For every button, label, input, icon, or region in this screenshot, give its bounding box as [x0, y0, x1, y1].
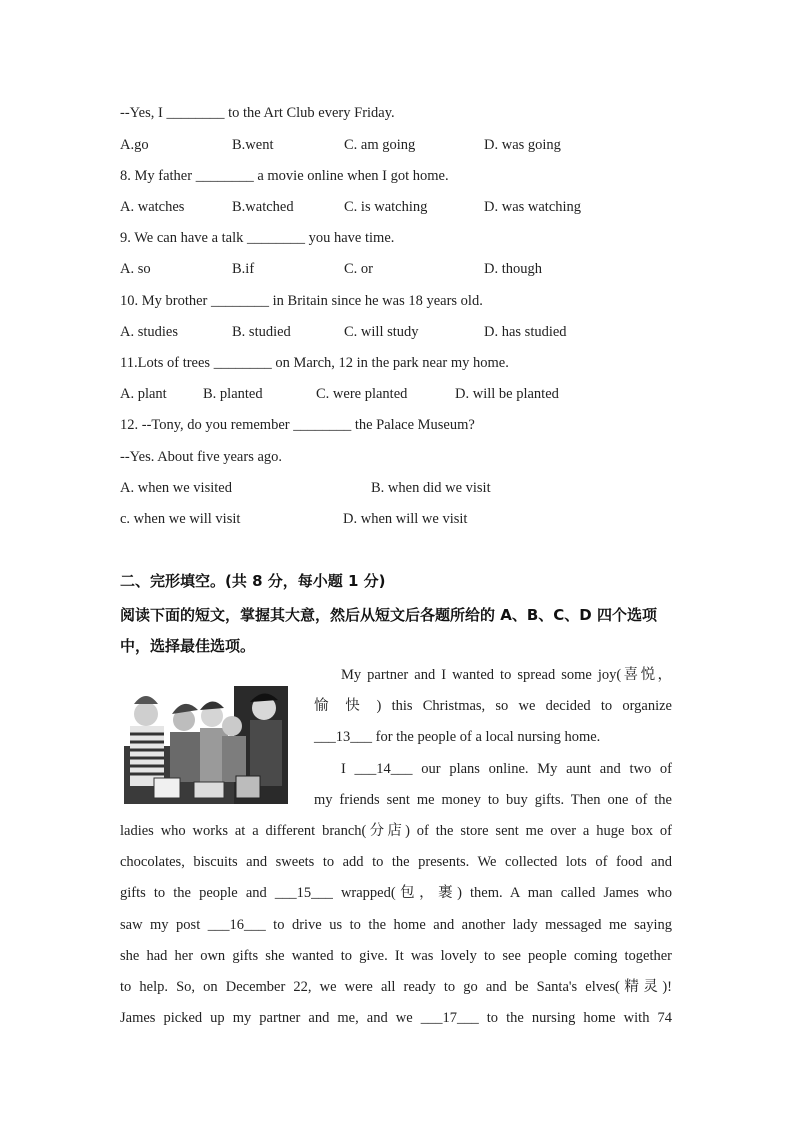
option-a: A. studies — [120, 324, 178, 340]
option-a: A.go — [120, 137, 149, 153]
passage-line-4: I ___14___ our plans online. My aunt and two of — [341, 761, 672, 777]
q12-stem: 12. --Tony, do you remember ________ the Palace Museum? — [120, 417, 475, 433]
option-c: c. when we will visit — [120, 511, 241, 527]
q7-options — [120, 135, 680, 155]
section-instruction: 阅读下面的短文，掌握其大意，然后从短文后各题所给的 A、B、C、D 四个选项中，选择最佳选项。 — [120, 606, 657, 655]
option-a: A. plant — [120, 386, 167, 402]
option-c: C. will study — [344, 324, 419, 340]
christmas-group-photo-icon — [124, 686, 288, 804]
q12-options-row1 — [120, 478, 680, 498]
passage-line-10: she had her own gifts she wanted to give. It was lovely to see people coming together — [120, 948, 672, 964]
q10-options — [120, 322, 680, 342]
option-d: D. has studied — [484, 324, 567, 340]
option-d: D. was watching — [484, 199, 582, 215]
passage-line-12: James picked up my partner and me, and we ___17___ to the nursing home with 74 — [120, 1010, 672, 1026]
option-c: C. or — [344, 261, 373, 277]
option-d: D. when will we visit — [343, 511, 468, 527]
q12-reply: --Yes. About five years ago. — [120, 449, 283, 465]
passage-line-2: 愉 快 ) this Christmas, so we decided to organize — [314, 698, 672, 714]
option-c: C. is watching — [344, 199, 428, 215]
passage-line-7: chocolates, biscuits and sweets to add to the presents. We collected lots of food and — [120, 854, 672, 870]
passage-line-1: My partner and I wanted to spread some joy(喜悦， — [341, 667, 672, 683]
option-b: B.watched — [232, 199, 294, 215]
q8-options — [120, 197, 680, 217]
passage-line-6: ladies who works at a different branch(分店) of the store sent me over a huge box of — [120, 823, 672, 839]
q11-stem: 11.Lots of trees ________ on March, 12 in the park near my home. — [120, 355, 509, 371]
option-d: D. will be planted — [455, 386, 559, 402]
option-b: B. planted — [203, 386, 263, 402]
option-c: C. were planted — [316, 386, 408, 402]
option-d: D. was going — [484, 137, 561, 153]
option-b: B. when did we visit — [371, 480, 491, 496]
q11-options — [120, 384, 680, 404]
option-a: A. watches — [120, 199, 185, 215]
option-b: B.went — [232, 137, 274, 153]
option-d: D. though — [484, 261, 542, 277]
passage-line-11: to help. So, on December 22, we were all ready to go and be Santa's elves(精灵)! — [120, 979, 672, 995]
passage-line-5: my friends sent me money to buy gifts. Then one of the — [314, 792, 672, 808]
passage-line-8: gifts to the people and ___15___ wrapped(包，裹) them. A man called James who — [120, 885, 672, 901]
option-b: B.if — [232, 261, 255, 277]
option-c: C. am going — [344, 137, 416, 153]
passage-line-3: ___13___ for the people of a local nursing home. — [314, 729, 601, 745]
option-b: B. studied — [232, 324, 291, 340]
passage-line-9: saw my post ___16___ to drive us to the home and another lady messaged me saying — [120, 917, 672, 933]
q12-options-row2 — [120, 509, 680, 529]
q7-answer-line: --Yes, I ________ to the Art Club every Friday. — [120, 105, 395, 121]
option-a: A. when we visited — [120, 480, 232, 496]
q10-stem: 10. My brother ________ in Britain since he was 18 years old. — [120, 293, 483, 309]
q9-stem: 9. We can have a talk ________ you have time. — [120, 230, 395, 246]
option-a: A. so — [120, 261, 151, 277]
q8-stem: 8. My father ________ a movie online when I got home. — [120, 168, 449, 184]
q9-options — [120, 259, 680, 279]
section-title: 二、完形填空。(共 8 分，每小题 1 分) — [120, 572, 386, 590]
